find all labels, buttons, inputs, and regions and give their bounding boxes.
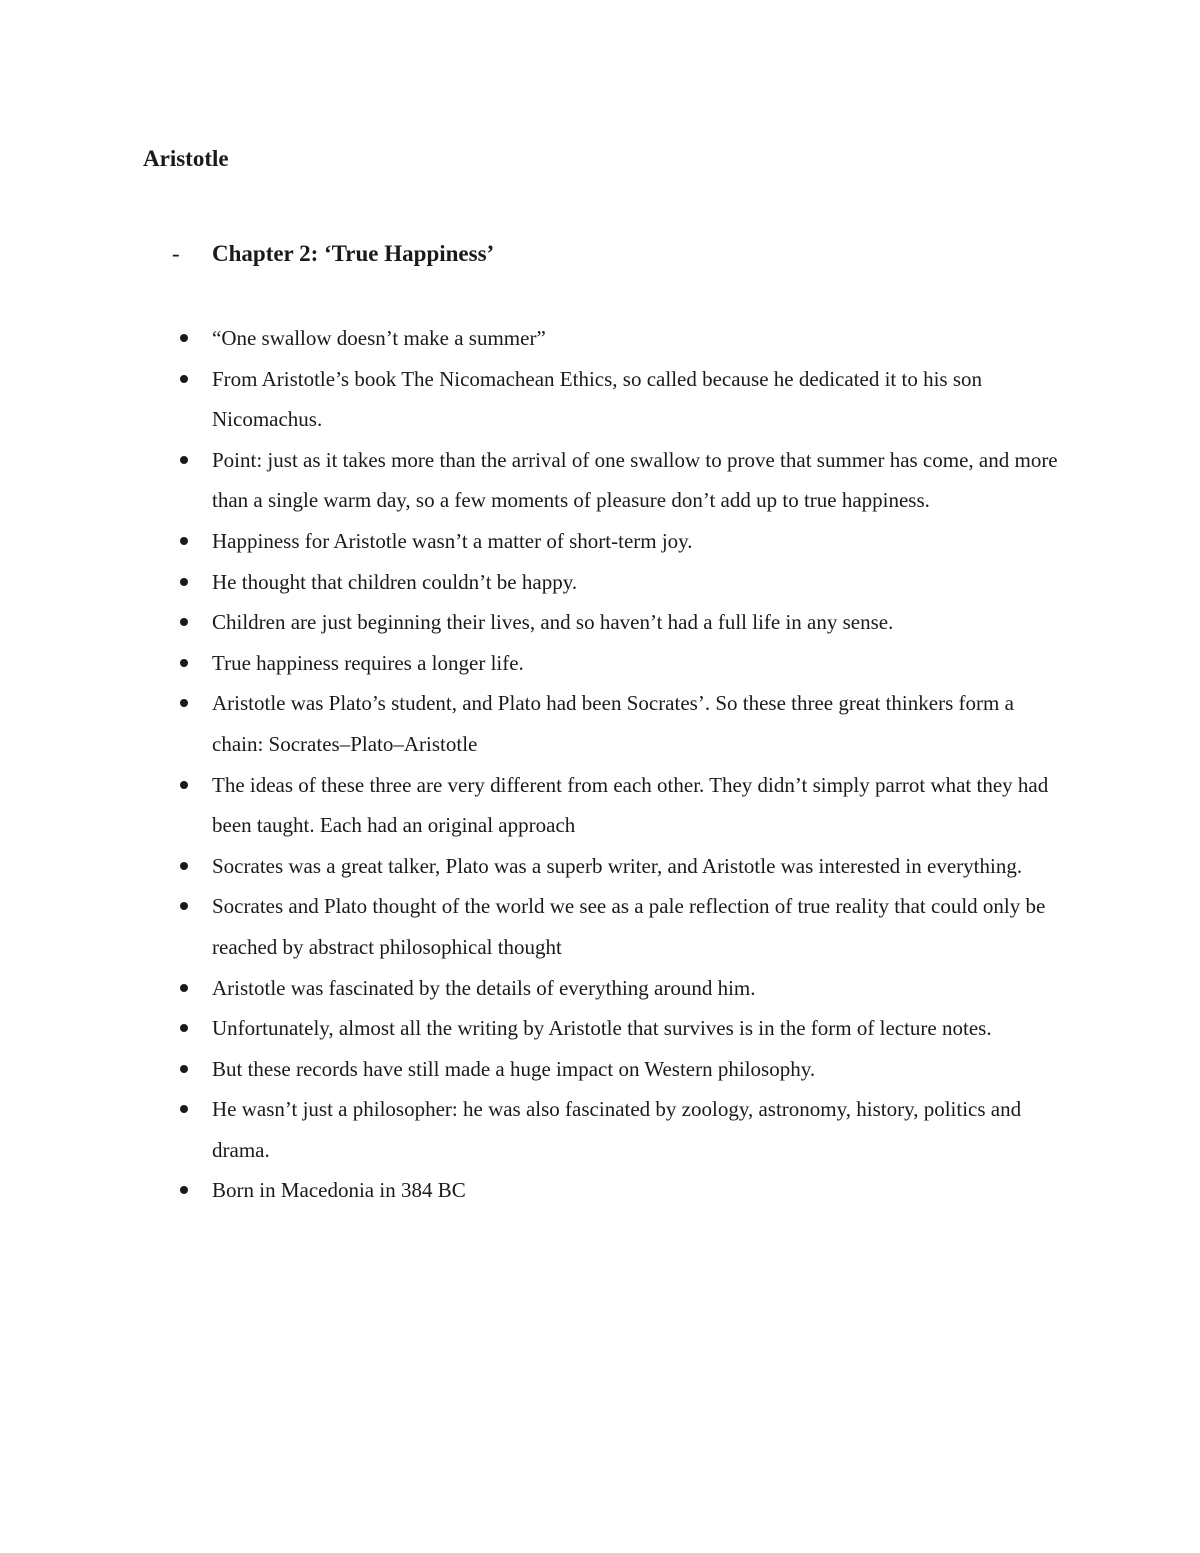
list-item-text: The ideas of these three are very different from each other. They didn’t simply parrot what they had been taught. Each had an original approach <box>212 772 1049 838</box>
list-item-text: From Aristotle’s book The Nicomachean Ethics, so called because he dedicated it to his son Nicomachus. <box>212 366 983 432</box>
notes-list <box>171 318 1061 1211</box>
list-item <box>171 440 1061 521</box>
list-item-text: Born in Macedonia in 384 BC <box>212 1178 466 1203</box>
list-item-text: Aristotle was Plato’s student, and Plato had been Socrates’. So these three great thinkers form a chain: Socrates–Plato–Aristotle <box>212 691 1014 756</box>
list-item-text: Happiness for Aristotle wasn’t a matter of short-term joy. <box>212 528 693 553</box>
bullet-icon <box>171 318 212 359</box>
bullet-icon <box>171 1049 212 1090</box>
list-item-text: True happiness requires a longer life. <box>212 650 524 675</box>
bullet-icon <box>171 968 212 1009</box>
list-item-text: He thought that children couldn’t be happy. <box>212 569 578 594</box>
chapter-dash-marker: - <box>172 241 180 266</box>
list-item <box>171 359 1061 440</box>
bullet-icon <box>171 1008 212 1049</box>
list-item-text: Children are just beginning their lives, and so haven’t had a full life in any sense. <box>212 610 894 635</box>
list-item <box>171 765 1061 846</box>
document-title: Aristotle <box>143 146 229 171</box>
bullet-icon <box>171 359 212 440</box>
list-item <box>171 643 1061 684</box>
list-item-text: Point: just as it takes more than the arrival of one swallow to prove that summer has come, and more than a single warm day, so a few moments of pleasure don’t add up to true happiness. <box>212 447 1058 513</box>
chapter-heading <box>143 238 494 270</box>
list-item-text: “One swallow doesn’t make a summer” <box>212 326 546 350</box>
bullet-icon <box>171 602 212 643</box>
list-item <box>171 683 1061 764</box>
list-item <box>171 968 1061 1009</box>
list-item-text: Aristotle was fascinated by the details of everything around him. <box>212 975 756 1000</box>
list-item <box>171 602 1061 643</box>
list-item <box>171 562 1061 603</box>
bullet-icon <box>171 765 212 846</box>
list-item-text: He wasn’t just a philosopher: he was also fascinated by zoology, astronomy, history, politics and drama. <box>212 1097 1022 1162</box>
list-item-text: But these records have still made a huge impact on Western philosophy. <box>212 1056 816 1081</box>
bullet-icon <box>171 846 212 887</box>
list-item <box>171 1049 1061 1090</box>
bullet-icon <box>171 521 212 562</box>
bullet-icon <box>171 683 212 764</box>
chapter-heading-text: Chapter 2: ‘True Happiness’ <box>212 241 495 266</box>
list-item <box>171 1089 1061 1170</box>
list-item <box>171 846 1061 887</box>
list-item <box>171 886 1061 967</box>
list-item <box>171 1170 1061 1211</box>
bullet-icon <box>171 562 212 603</box>
bullet-icon <box>171 440 212 521</box>
list-item-text: Socrates and Plato thought of the world we see as a pale reflection of true reality that could only be reached by abstract philosophical thought <box>212 894 1046 959</box>
list-item <box>171 1008 1061 1049</box>
bullet-icon <box>171 1170 212 1211</box>
list-item-text: Unfortunately, almost all the writing by Aristotle that survives is in the form of lecture notes. <box>212 1016 992 1041</box>
list-item <box>171 521 1061 562</box>
bullet-icon <box>171 1089 212 1170</box>
bullet-icon <box>171 643 212 684</box>
bullet-icon <box>171 886 212 967</box>
list-item <box>171 318 1061 359</box>
list-item-text: Socrates was a great talker, Plato was a superb writer, and Aristotle was interested in everything. <box>212 853 1023 878</box>
